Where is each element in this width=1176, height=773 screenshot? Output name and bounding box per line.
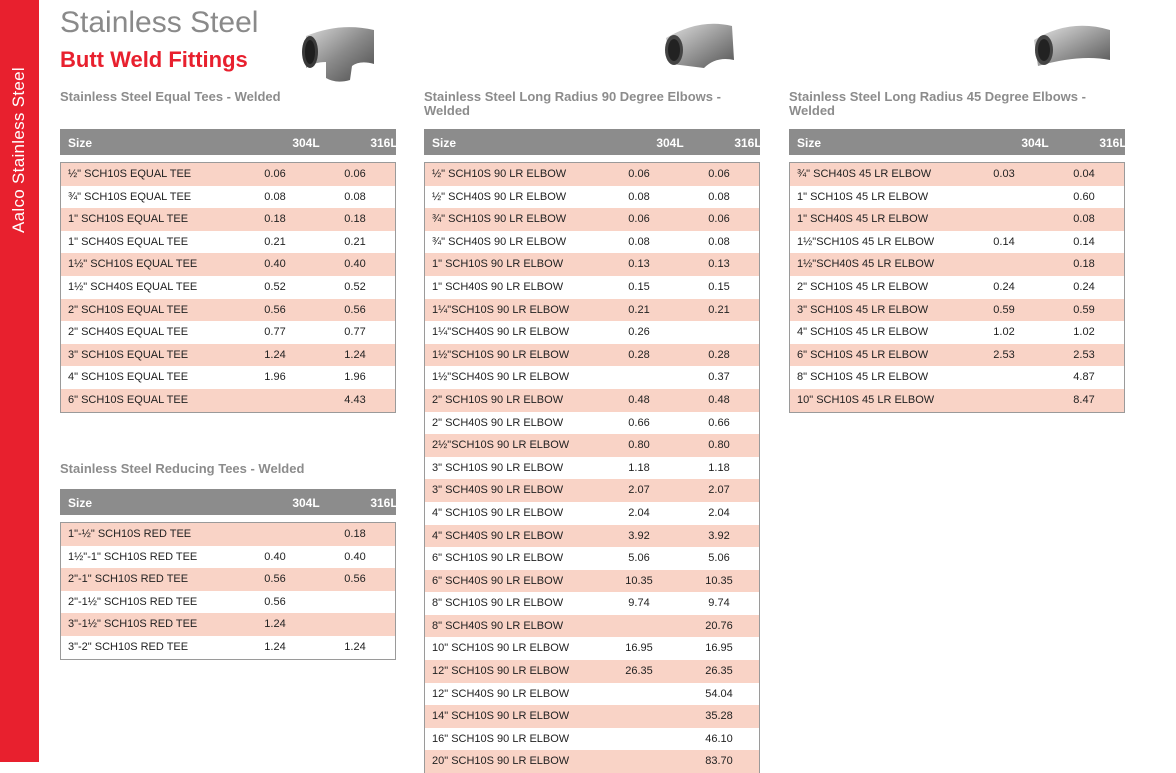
size-cell: 6" SCH10S 45 LR ELBOW <box>797 348 929 361</box>
size-cell: 1½" SCH10S EQUAL TEE <box>68 258 198 271</box>
value-304l-cell: 1.96 <box>264 371 286 384</box>
size-cell: ½" SCH10S 90 LR ELBOW <box>432 168 567 180</box>
value-304l-cell: 0.40 <box>264 550 286 563</box>
value-316l-cell: 0.06 <box>344 168 366 180</box>
value-316l-cell: 26.35 <box>705 665 733 678</box>
equal-tees-header <box>60 129 396 155</box>
value-316l-cell: 0.40 <box>344 258 366 271</box>
value-304l-cell: 16.95 <box>625 642 653 655</box>
value-316l-cell: 0.60 <box>1073 190 1095 203</box>
table-row <box>790 366 1124 389</box>
value-304l-cell: 0.66 <box>628 416 650 429</box>
size-cell: 3" SCH10S 90 LR ELBOW <box>432 461 564 474</box>
col-size-label: Size <box>797 136 822 150</box>
table-row <box>790 186 1124 209</box>
value-316l-cell: 1.96 <box>344 371 366 384</box>
page-title: Stainless Steel <box>60 6 259 39</box>
size-cell: ¾" SCH10S 90 LR ELBOW <box>432 213 567 226</box>
size-cell: 1" SCH40S 90 LR ELBOW <box>432 280 564 293</box>
table-row <box>425 231 759 254</box>
value-316l-cell: 0.21 <box>344 235 366 248</box>
table-row <box>61 568 395 591</box>
col-size-label: Size <box>432 136 457 150</box>
size-cell: 2" SCH10S 45 LR ELBOW <box>797 280 929 293</box>
size-cell: 8" SCH10S 90 LR ELBOW <box>432 597 564 610</box>
size-cell: 6" SCH10S 90 LR ELBOW <box>432 552 564 565</box>
value-316l-cell: 0.59 <box>1073 303 1095 316</box>
value-304l-cell: 1.24 <box>264 618 286 631</box>
reducing-tees-table <box>60 522 396 660</box>
table-row <box>425 389 759 412</box>
table-row <box>61 299 395 322</box>
value-316l-cell: 0.52 <box>344 280 366 293</box>
table-row <box>425 728 759 751</box>
value-304l-cell: 0.14 <box>993 235 1015 248</box>
elbow-90-photo <box>660 16 740 76</box>
value-316l-cell: 1.02 <box>1073 326 1095 339</box>
value-316l-cell: 9.74 <box>708 597 730 610</box>
sidebar-label: Aalco Stainless Steel <box>9 67 28 233</box>
value-304l-cell: 0.03 <box>993 168 1015 180</box>
col-316l-label: 316L <box>370 136 398 150</box>
size-cell: 3"-1½" SCH10S RED TEE <box>68 618 198 631</box>
col-316l-label: 316L <box>370 496 398 510</box>
table-row <box>425 592 759 615</box>
size-cell: 2" SCH10S 90 LR ELBOW <box>432 393 564 406</box>
size-cell: 4" SCH10S EQUAL TEE <box>68 371 189 384</box>
size-cell: 3" SCH10S EQUAL TEE <box>68 348 189 361</box>
table-row <box>790 163 1124 186</box>
value-304l-cell: 1.02 <box>993 326 1015 339</box>
value-316l-cell: 0.18 <box>344 528 366 540</box>
table-row <box>425 276 759 299</box>
size-cell: 2" SCH40S 90 LR ELBOW <box>432 416 564 429</box>
value-316l-cell: 0.18 <box>344 213 366 226</box>
size-cell: ¾" SCH40S 45 LR ELBOW <box>797 168 932 180</box>
table-row <box>425 208 759 231</box>
value-304l-cell: 0.48 <box>628 393 650 406</box>
table-row <box>61 591 395 614</box>
value-316l-cell: 0.77 <box>344 326 366 339</box>
size-cell: 14" SCH10S 90 LR ELBOW <box>432 710 570 723</box>
value-316l-cell: 10.35 <box>705 574 733 587</box>
size-cell: 1" SCH10S 90 LR ELBOW <box>432 258 564 271</box>
value-304l-cell: 0.24 <box>993 280 1015 293</box>
value-304l-cell: 0.59 <box>993 303 1015 316</box>
size-cell: 16" SCH10S 90 LR ELBOW <box>432 732 570 745</box>
value-304l-cell: 26.35 <box>625 665 653 678</box>
table-row <box>61 163 395 186</box>
value-316l-cell: 35.28 <box>705 710 733 723</box>
value-304l-cell: 9.74 <box>628 597 650 610</box>
table-row <box>425 344 759 367</box>
size-cell: ½" SCH10S EQUAL TEE <box>68 168 192 180</box>
size-cell: 4" SCH40S 90 LR ELBOW <box>432 529 564 542</box>
size-cell: 2" SCH10S EQUAL TEE <box>68 303 189 316</box>
value-304l-cell: 0.56 <box>264 573 286 586</box>
value-304l-cell: 0.77 <box>264 326 286 339</box>
value-316l-cell: 54.04 <box>705 687 733 700</box>
size-cell: 8" SCH40S 90 LR ELBOW <box>432 619 564 632</box>
col-304l-label: 304L <box>292 496 320 510</box>
size-cell: 1¼"SCH40S 90 LR ELBOW <box>432 326 570 339</box>
col-304l-label: 304L <box>1021 136 1049 150</box>
table-row <box>425 705 759 728</box>
table-row <box>425 412 759 435</box>
size-cell: 3" SCH10S 45 LR ELBOW <box>797 303 929 316</box>
value-304l-cell: 2.07 <box>628 484 650 497</box>
value-304l-cell: 0.80 <box>628 439 650 452</box>
value-316l-cell: 16.95 <box>705 642 733 655</box>
reducing-tees-header <box>60 489 396 515</box>
value-316l-cell: 1.24 <box>344 348 366 361</box>
value-304l-cell: 0.21 <box>264 235 286 248</box>
value-304l-cell: 0.28 <box>628 348 650 361</box>
table-row <box>425 637 759 660</box>
size-cell: 4" SCH10S 45 LR ELBOW <box>797 326 929 339</box>
size-cell: 10" SCH10S 45 LR ELBOW <box>797 393 935 406</box>
table-row <box>61 389 395 412</box>
value-316l-cell: 0.56 <box>344 303 366 316</box>
size-cell: 1¼"SCH10S 90 LR ELBOW <box>432 303 570 316</box>
size-cell: 20" SCH10S 90 LR ELBOW <box>432 755 570 768</box>
table-row <box>790 344 1124 367</box>
table-row <box>790 276 1124 299</box>
tee-fitting-photo <box>300 18 380 82</box>
table-row <box>790 231 1124 254</box>
value-316l-cell: 0.18 <box>1073 258 1095 271</box>
table-row <box>61 321 395 344</box>
table-row <box>61 523 395 546</box>
table-row <box>790 208 1124 231</box>
value-304l-cell: 0.18 <box>264 213 286 226</box>
value-316l-cell: 0.08 <box>708 190 730 203</box>
table-row <box>61 546 395 569</box>
value-304l-cell: 2.53 <box>993 348 1015 361</box>
value-304l-cell: 3.92 <box>628 529 650 542</box>
table-row <box>425 660 759 683</box>
size-cell: 1" SCH10S EQUAL TEE <box>68 213 189 226</box>
value-304l-cell: 10.35 <box>625 574 653 587</box>
table-row <box>61 344 395 367</box>
size-cell: ¾" SCH40S 90 LR ELBOW <box>432 235 567 248</box>
size-cell: 2" SCH40S EQUAL TEE <box>68 326 189 339</box>
table-row <box>61 366 395 389</box>
equal-tees-heading: Stainless Steel Equal Tees - Welded <box>60 89 281 104</box>
table-row <box>61 636 395 659</box>
value-316l-cell: 0.08 <box>1073 213 1095 226</box>
col-316l-label: 316L <box>734 136 762 150</box>
elbows-90-header <box>424 129 760 155</box>
value-316l-cell: 0.66 <box>708 416 730 429</box>
value-304l-cell: 5.06 <box>628 552 650 565</box>
value-316l-cell: 0.37 <box>708 371 730 384</box>
col-304l-label: 304L <box>656 136 684 150</box>
table-row <box>425 502 759 525</box>
value-304l-cell: 2.04 <box>628 506 650 519</box>
value-316l-cell: 0.08 <box>344 190 366 203</box>
value-304l-cell: 1.24 <box>264 348 286 361</box>
table-row <box>61 613 395 636</box>
value-316l-cell: 0.04 <box>1073 168 1095 180</box>
value-304l-cell: 0.08 <box>628 235 650 248</box>
value-316l-cell: 0.14 <box>1073 235 1095 248</box>
equal-tees-table <box>60 162 396 413</box>
value-316l-cell: 2.07 <box>708 484 730 497</box>
size-cell: 12" SCH10S 90 LR ELBOW <box>432 665 570 678</box>
size-cell: 3"-2" SCH10S RED TEE <box>68 640 189 653</box>
sidebar-band <box>0 0 39 762</box>
elbows-90-table <box>424 162 760 773</box>
table-row <box>425 253 759 276</box>
value-316l-cell: 0.40 <box>344 550 366 563</box>
value-316l-cell: 46.10 <box>705 732 733 745</box>
value-304l-cell: 0.06 <box>264 168 286 180</box>
size-cell: 6" SCH10S EQUAL TEE <box>68 393 189 406</box>
table-row <box>425 615 759 638</box>
size-cell: 1"-½" SCH10S RED TEE <box>68 528 192 540</box>
table-row <box>61 208 395 231</box>
elbow-45-photo <box>1030 14 1114 72</box>
table-row <box>790 253 1124 276</box>
value-304l-cell: 0.56 <box>264 595 286 608</box>
value-316l-cell: 0.24 <box>1073 280 1095 293</box>
value-316l-cell: 0.48 <box>708 393 730 406</box>
value-316l-cell: 0.80 <box>708 439 730 452</box>
value-316l-cell: 0.15 <box>708 280 730 293</box>
value-316l-cell: 2.53 <box>1073 348 1095 361</box>
value-316l-cell: 4.43 <box>344 393 366 406</box>
value-316l-cell: 3.92 <box>708 529 730 542</box>
elbows-90-heading: Stainless Steel Long Radius 90 Degree Elbows - Welded <box>424 89 721 118</box>
value-304l-cell: 0.21 <box>628 303 650 316</box>
size-cell: 6" SCH40S 90 LR ELBOW <box>432 574 564 587</box>
size-cell: 2½"SCH10S 90 LR ELBOW <box>432 439 570 452</box>
value-316l-cell: 0.56 <box>344 573 366 586</box>
size-cell: 1½"-1" SCH10S RED TEE <box>68 550 198 563</box>
value-304l-cell: 0.56 <box>264 303 286 316</box>
col-size-label: Size <box>68 496 93 510</box>
table-row <box>425 479 759 502</box>
table-row <box>61 231 395 254</box>
value-316l-cell: 2.04 <box>708 506 730 519</box>
size-cell: 1½"SCH10S 45 LR ELBOW <box>797 235 935 248</box>
reducing-tees-heading: Stainless Steel Reducing Tees - Welded <box>60 461 305 476</box>
size-cell: ¾" SCH10S EQUAL TEE <box>68 190 192 203</box>
value-316l-cell: 5.06 <box>708 552 730 565</box>
elbows-45-header <box>789 129 1125 155</box>
table-row <box>61 276 395 299</box>
value-304l-cell: 1.18 <box>628 461 650 474</box>
size-cell: 1" SCH10S 45 LR ELBOW <box>797 190 929 203</box>
size-cell: 1" SCH40S 45 LR ELBOW <box>797 213 929 226</box>
elbows-45-heading: Stainless Steel Long Radius 45 Degree Elbows - Welded <box>789 89 1086 118</box>
value-304l-cell: 0.15 <box>628 280 650 293</box>
size-cell: 2"-1" SCH10S RED TEE <box>68 573 189 586</box>
value-304l-cell: 0.52 <box>264 280 286 293</box>
value-316l-cell: 0.06 <box>708 213 730 226</box>
size-cell: 1½"SCH10S 90 LR ELBOW <box>432 348 570 361</box>
table-row <box>425 321 759 344</box>
col-304l-label: 304L <box>292 136 320 150</box>
size-cell: 1½"SCH40S 45 LR ELBOW <box>797 258 935 271</box>
value-304l-cell: 0.06 <box>628 168 650 180</box>
table-row <box>425 186 759 209</box>
table-row <box>425 683 759 706</box>
value-316l-cell: 0.08 <box>708 235 730 248</box>
size-cell: 4" SCH10S 90 LR ELBOW <box>432 506 564 519</box>
value-304l-cell: 0.26 <box>628 326 650 339</box>
size-cell: 3" SCH40S 90 LR ELBOW <box>432 484 564 497</box>
table-row <box>790 299 1124 322</box>
value-316l-cell: 0.21 <box>708 303 730 316</box>
table-row <box>425 434 759 457</box>
size-cell: 12" SCH40S 90 LR ELBOW <box>432 687 570 700</box>
value-316l-cell: 20.76 <box>705 619 733 632</box>
table-row <box>790 321 1124 344</box>
value-316l-cell: 0.13 <box>708 258 730 271</box>
elbows-45-table <box>789 162 1125 413</box>
size-cell: 10" SCH10S 90 LR ELBOW <box>432 642 570 655</box>
size-cell: ½" SCH40S 90 LR ELBOW <box>432 190 567 203</box>
size-cell: 1½"SCH40S 90 LR ELBOW <box>432 371 570 384</box>
value-304l-cell: 0.40 <box>264 258 286 271</box>
table-row <box>425 457 759 480</box>
value-304l-cell: 0.06 <box>628 213 650 226</box>
value-304l-cell: 0.08 <box>628 190 650 203</box>
value-316l-cell: 1.18 <box>708 461 730 474</box>
value-316l-cell: 0.06 <box>708 168 730 180</box>
col-size-label: Size <box>68 136 93 150</box>
value-316l-cell: 4.87 <box>1073 371 1095 384</box>
size-cell: 8" SCH10S 45 LR ELBOW <box>797 371 929 384</box>
value-316l-cell: 0.28 <box>708 348 730 361</box>
table-row <box>425 366 759 389</box>
table-row <box>61 253 395 276</box>
value-316l-cell: 1.24 <box>344 640 366 653</box>
value-316l-cell: 8.47 <box>1073 393 1095 406</box>
table-row <box>790 389 1124 412</box>
table-row <box>425 570 759 593</box>
value-304l-cell: 0.13 <box>628 258 650 271</box>
table-row <box>425 299 759 322</box>
table-row <box>425 525 759 548</box>
table-row <box>425 163 759 186</box>
col-316l-label: 316L <box>1099 136 1127 150</box>
value-304l-cell: 0.08 <box>264 190 286 203</box>
value-304l-cell: 1.24 <box>264 640 286 653</box>
size-cell: 2"-1½" SCH10S RED TEE <box>68 595 198 608</box>
size-cell: 1½" SCH40S EQUAL TEE <box>68 280 198 293</box>
value-316l-cell: 83.70 <box>705 755 733 768</box>
table-row <box>425 547 759 570</box>
table-row <box>61 186 395 209</box>
size-cell: 1" SCH40S EQUAL TEE <box>68 235 189 248</box>
page-subtitle: Butt Weld Fittings <box>60 47 248 72</box>
